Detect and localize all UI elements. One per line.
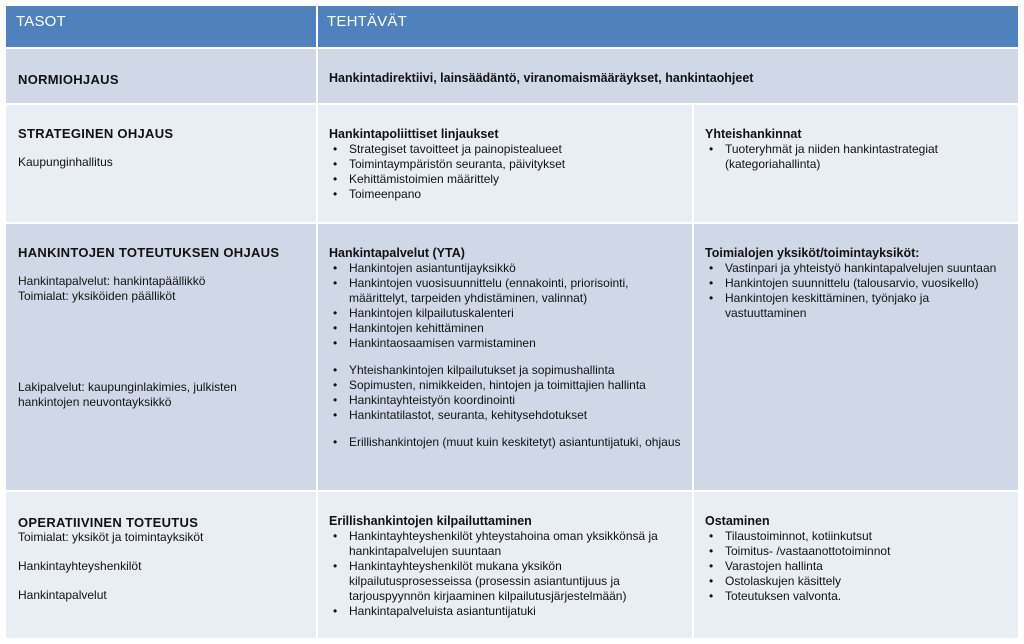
list-item: • Sopimusten, nimikkeiden, hintojen ja toimittajien hallinta [349,378,683,393]
row-operational-title: OPERATIIVINEN TOTEUTUS [18,515,199,530]
operational-col2-title: Ostaminen [705,514,770,528]
list-item: • Yhteishankintojen kilpailutukset ja sopimushallinta [349,363,683,378]
row-operational-col1 [317,491,693,638]
list-item: • Hankintojen kilpailutuskalenteri [349,306,683,321]
list-item: • Hankintapalveluista asiantuntijatuki [349,604,683,619]
row-norm-task-text: Hankintadirektiivi, lainsäädäntö, viranomaismääräykset, hankintaohjeet [329,71,754,85]
header-levels [6,6,317,48]
list-item: • Toimintaympäristön seuranta, päivitykset [349,157,683,172]
implementation-col1-group2 [329,363,683,423]
list-item: • Hankintojen kehittäminen [349,321,683,336]
header-tasks [317,6,1018,48]
list-item: • Hankintojen suunnittelu (talousarvio, vuosikello) [725,276,1008,291]
list-item: • Tilaustoiminnot, kotiinkutsut [725,529,1008,544]
row-strategic-col2 [693,104,1018,223]
operational-col1-list [329,529,683,619]
implementation-col1-title: Hankintapalvelut (YTA) [329,246,465,260]
row-implementation-sub2: Toimialat: yksiköiden päälliköt [18,289,176,303]
list-item: • Hankintojen keskittäminen, työnjako ja vastuuttaminen [725,291,1008,321]
row-implementation-col1 [317,223,693,491]
row-divider [6,103,1018,105]
implementation-col1-group3 [329,435,683,450]
column-divider [316,6,318,638]
row-strategic-col1 [317,104,693,223]
list-item: • Hankintayhteyshenkilöt mukana yksikön kilpailutusprosesseissa (prosessin asiantuntijuus ja tarjouspyynnön kirjaaminen kilpailutusjärjestelmään) [349,559,683,604]
implementation-col2-list [705,261,1008,321]
list-item: • Erillishankintojen (muut kuin keskitetyt) asiantuntijatuki, ohjaus [349,435,683,450]
operational-col1-title: Erillishankintojen kilpailuttaminen [329,514,532,528]
row-divider [6,222,1018,224]
list-item: • Ostolaskujen käsittely [725,574,1008,589]
row-strategic-sub: Kaupunginhallitus [18,155,113,169]
list-item: • Hankintaosaamisen varmistaminen [349,336,683,351]
row-implementation-sub3: Lakipalvelut: kaupunginlakimies, julkisten hankintojen neuvontayksikkö [18,380,237,409]
row-operational-level [6,491,317,638]
header-levels-label: TASOT [16,13,66,30]
row-implementation-level [6,223,317,491]
row-norm-title: NORMIOHJAUS [18,72,119,87]
row-operational-sub2: Hankintayhteyshenkilöt [18,559,142,573]
row-operational-sub3: Hankintapalvelut [18,588,107,602]
row-implementation-sub1: Hankintapalvelut: hankintapäällikkö [18,274,206,288]
row-implementation-col2 [693,223,1018,491]
operational-col2-list [705,529,1008,604]
row-norm-level [6,48,317,104]
row-norm-task [317,48,1018,104]
list-item: • Hankintojen asiantuntijayksikkö [349,261,683,276]
row-strategic-title: STRATEGINEN OHJAUS [18,126,174,141]
governance-table [6,6,1018,638]
row-divider [6,47,1018,49]
list-item: • Hankintayhteistyön koordinointi [349,393,683,408]
list-item: • Hankintayhteyshenkilöt yhteystahoina oman yksikkönsä ja hankintapalvelujen suuntaan [349,529,683,559]
list-item: • Toimitus- /vastaanottotoiminnot [725,544,1008,559]
implementation-col2-title: Toimialojen yksiköt/toimintayksiköt: [705,246,920,260]
list-item: • Kehittämistoimien määrittely [349,172,683,187]
list-item: • Strategiset tavoitteet ja painopistealueet [349,142,683,157]
row-implementation-title: HANKINTOJEN TOTEUTUKSEN OHJAUS [18,245,280,260]
strategic-col1-title: Hankintapoliittiset linjaukset [329,127,499,141]
list-item: • Toimeenpano [349,187,683,202]
strategic-col1-list [329,142,683,202]
row-divider [6,490,1018,492]
row-operational-sub1: Toimialat: yksiköt ja toimintayksiköt [18,530,204,544]
list-item: • Hankintatilastot, seuranta, kehitysehdotukset [349,408,683,423]
row-operational-col2 [693,491,1018,638]
row-strategic-level [6,104,317,223]
strategic-col2-list [705,142,1008,172]
strategic-col2-title: Yhteishankinnat [705,127,802,141]
list-item: • Tuoteryhmät ja niiden hankintastrategiat (kategoriahallinta) [725,142,1008,172]
header-tasks-label: TEHTÄVÄT [327,13,407,30]
implementation-col1-group1 [329,261,683,351]
list-item: • Toteutuksen valvonta. [725,589,1008,604]
list-item: • Vastinpari ja yhteistyö hankintapalvelujen suuntaan [725,261,1008,276]
column-divider [692,104,694,638]
list-item: • Hankintojen vuosisuunnittelu (ennakointi, priorisointi, määrittelyt, tarpeiden yhdistäminen, valinnat) [349,276,683,306]
list-item: • Varastojen hallinta [725,559,1008,574]
